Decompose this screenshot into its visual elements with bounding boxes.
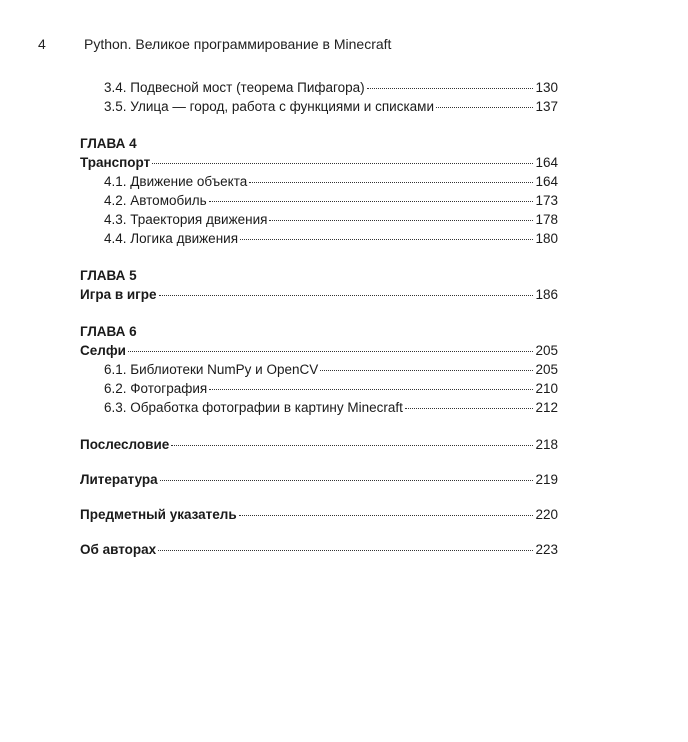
toc-entry-4-3[interactable] [80, 210, 558, 229]
dot-leader [209, 201, 534, 202]
toc-entry-title: 6.2. Фотография [104, 381, 208, 396]
dot-leader [128, 351, 534, 352]
dot-leader [240, 239, 533, 240]
dot-leader [239, 515, 534, 516]
toc-entry-title: 4.4. Логика движения [104, 231, 238, 246]
toc-subject-index[interactable] [80, 505, 558, 524]
toc-entry-3-4[interactable] [80, 78, 558, 97]
toc-chapter-4[interactable] [80, 153, 558, 172]
toc-chapter-6[interactable] [80, 341, 558, 360]
toc-entry-3-5[interactable] [80, 97, 558, 116]
toc-entry-page: 223 [535, 542, 558, 557]
dot-leader [160, 480, 534, 481]
dot-leader [249, 182, 533, 183]
toc-entry-page: 220 [535, 507, 558, 522]
dot-leader [269, 220, 533, 221]
toc-entry-page: 164 [535, 155, 558, 170]
chapter-label-6: ГЛАВА 6 [80, 324, 137, 339]
dot-leader [436, 107, 533, 108]
toc-literature[interactable] [80, 470, 558, 489]
dot-leader [405, 408, 534, 409]
toc-entry-page: 205 [535, 362, 558, 377]
toc-entry-page: 180 [535, 231, 558, 246]
toc-section-title: Литература [80, 472, 158, 487]
toc-entry-6-2[interactable] [80, 379, 558, 398]
toc-entry-title: 4.3. Траектория движения [104, 212, 268, 227]
toc-entry-title: 6.3. Обработка фотографии в картину Minecraft [104, 400, 403, 415]
toc-afterword[interactable] [80, 435, 558, 454]
dot-leader [158, 550, 533, 551]
page-number: 4 [38, 36, 46, 52]
dot-leader [159, 295, 534, 296]
toc-entry-6-1[interactable] [80, 360, 558, 379]
toc-entry-page: 205 [535, 343, 558, 358]
toc-entry-page: 219 [535, 472, 558, 487]
toc-chapter-title: Игра в игре [80, 287, 157, 302]
toc-entry-page: 178 [535, 212, 558, 227]
toc-entry-title: 3.5. Улица — город, работа с функциями и списками [104, 99, 434, 114]
toc-section-title: Послесловие [80, 437, 170, 452]
toc-section-title: Об авторах [80, 542, 157, 557]
running-head: Python. Великое программирование в Minecraft [84, 36, 392, 52]
toc-entry-page: 130 [535, 80, 558, 95]
toc-chapter-title: Селфи [80, 343, 126, 358]
toc-entry-page: 210 [535, 381, 558, 396]
toc-entry-4-4[interactable] [80, 229, 558, 248]
toc-entry-title: 3.4. Подвесной мост (теорема Пифагора) [104, 80, 365, 95]
toc-entry-page: 212 [535, 400, 558, 415]
toc-entry-6-3[interactable] [80, 398, 558, 417]
toc-entry-4-2[interactable] [80, 191, 558, 210]
toc-entry-title: 6.1. Библиотеки NumPy и OpenCV [104, 362, 319, 377]
toc-chapter-title: Транспорт [80, 155, 151, 170]
dot-leader [152, 163, 533, 164]
toc-entry-page: 164 [535, 174, 558, 189]
toc-entry-4-1[interactable] [80, 172, 558, 191]
toc-entry-page: 173 [535, 193, 558, 208]
toc-entry-page: 218 [535, 437, 558, 452]
toc-entry-page: 186 [535, 287, 558, 302]
dot-leader [320, 370, 533, 371]
toc-section-title: Предметный указатель [80, 507, 237, 522]
toc-entry-page: 137 [535, 99, 558, 114]
toc-entry-title: 4.2. Автомобиль [104, 193, 207, 208]
toc-about-authors[interactable] [80, 540, 558, 559]
chapter-label-4: ГЛАВА 4 [80, 136, 137, 151]
dot-leader [367, 88, 534, 89]
toc-chapter-5[interactable] [80, 285, 558, 304]
dot-leader [171, 445, 533, 446]
chapter-label-5: ГЛАВА 5 [80, 268, 137, 283]
table-of-contents [80, 78, 558, 559]
toc-entry-title: 4.1. Движение объекта [104, 174, 248, 189]
dot-leader [209, 389, 533, 390]
